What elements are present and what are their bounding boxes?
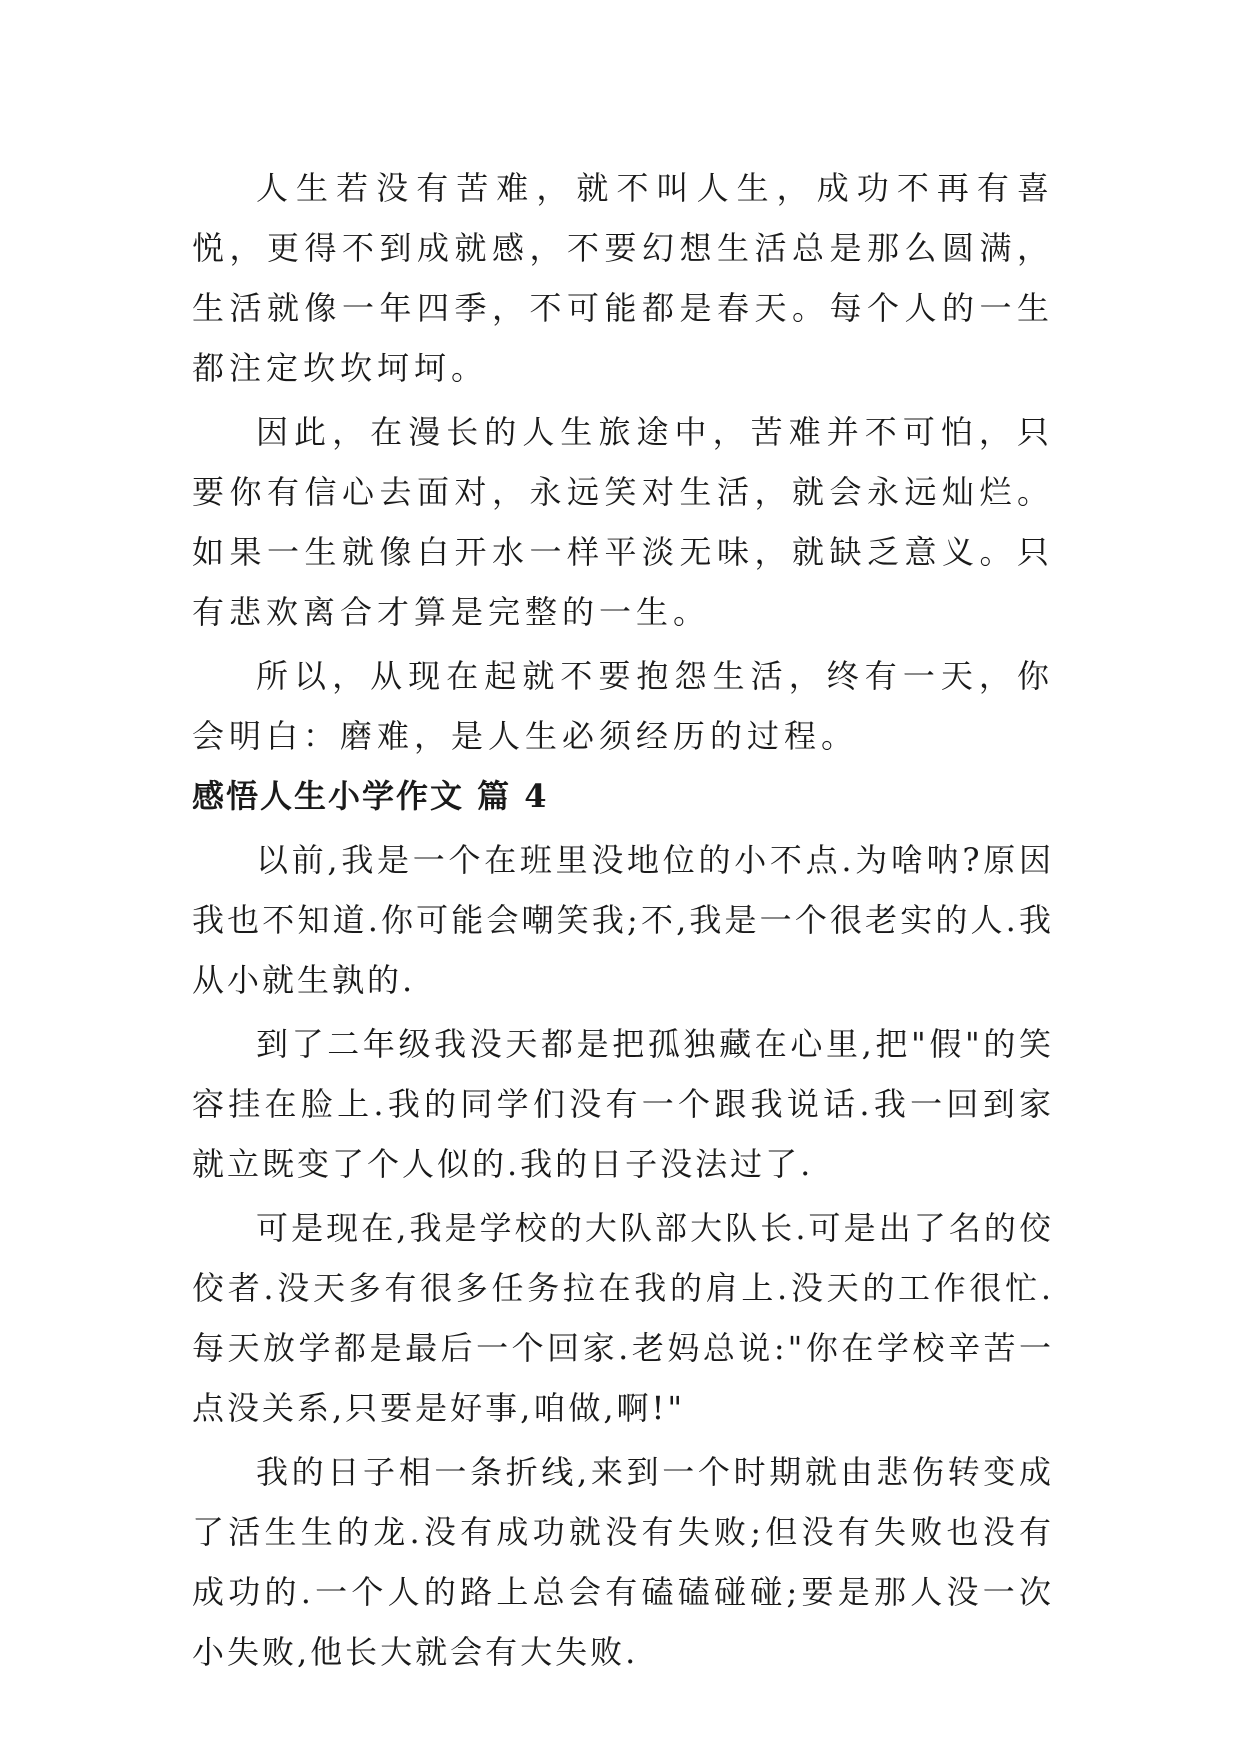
paragraph-2: 因此，在漫长的人生旅途中，苦难并不可怕，只要你有信心去面对，永远笑对生活，就会永远灿烂。如果一生就像白开水一样平淡无味，就缺乏意义。只有悲欢离合才算是完整的一生。: [192, 413, 1054, 631]
paragraph-4: 以前,我是一个在班里没地位的小不点.为啥呐?原因我也不知道.你可能会嘲笑我;不,我是一个很老实的人.我从小就生孰的.: [192, 841, 1054, 999]
paragraph-1: 人生若没有苦难，就不叫人生，成功不再有喜悦，更得不到成就感，不要幻想生活总是那么圆满，生活就像一年四季，不可能都是春天。每个人的一生都注定坎坎坷坷。: [192, 169, 1054, 387]
paragraph-3: 所以，从现在起就不要抱怨生活，终有一天，你会明白：磨难，是人生必须经历的过程。: [192, 657, 1054, 755]
document-page: [192, 158, 1054, 1682]
paragraph-6: 可是现在,我是学校的大队部大队长.可是出了名的佼佼者.没天多有很多任务拉在我的肩上.没天的工作很忙.每天放学都是最后一个回家.老妈总说:"你在学校辛苦一点没关系,只要是好事,咱做,啊!": [192, 1209, 1054, 1427]
paragraph-7: 我的日子相一条折线,来到一个时期就由悲伤转变成了活生生的龙.没有成功就没有失败;但没有失败也没有成功的.一个人的路上总会有磕磕碰碰;要是那人没一次小失败,他长大就会有大失败.: [192, 1453, 1054, 1671]
paragraph-5: 到了二年级我没天都是把孤独藏在心里,把"假"的笑容挂在脸上.我的同学们没有一个跟我说话.我一回到家就立既变了个人似的.我的日子没法过了.: [192, 1025, 1054, 1183]
section-heading: 感悟人生小学作文 篇 4: [192, 777, 549, 815]
